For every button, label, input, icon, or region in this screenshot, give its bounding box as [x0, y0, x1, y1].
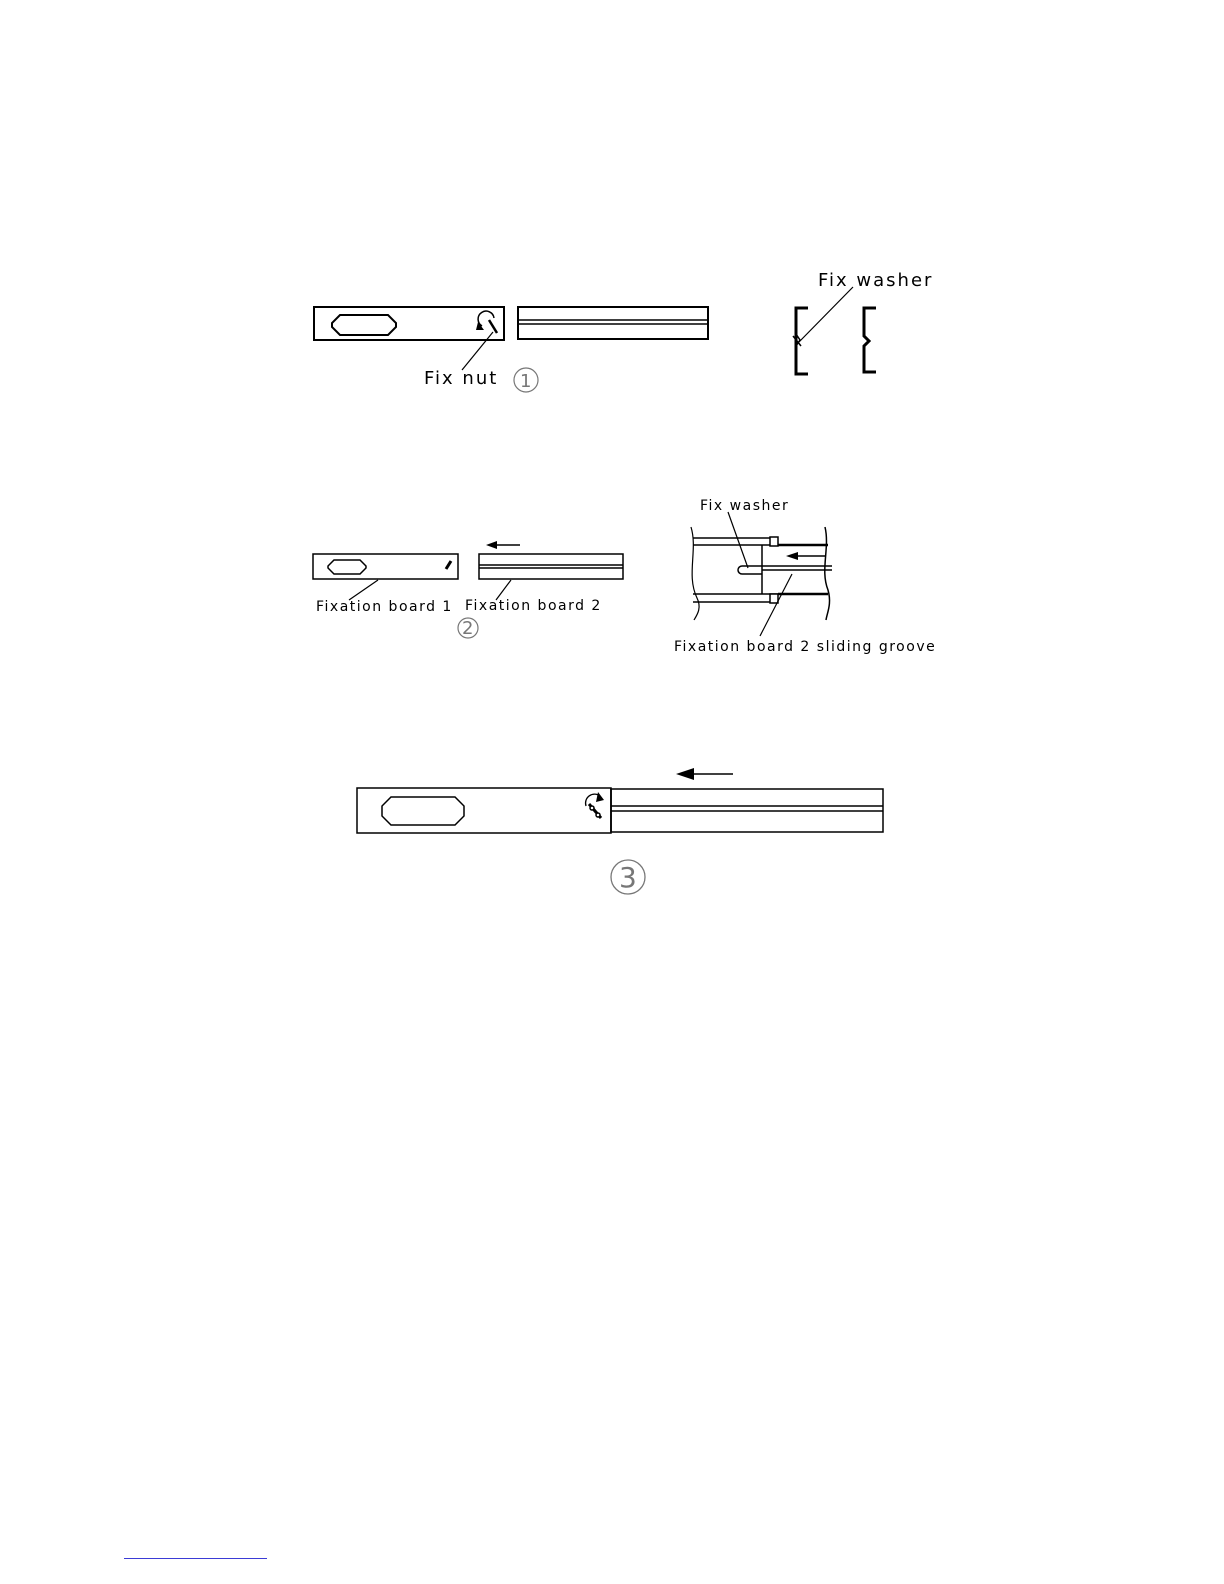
fig3-board1-slot: [382, 797, 464, 825]
fig1-washer-profile-right: [864, 308, 876, 372]
figure-2: [313, 512, 832, 638]
fig2-board1-slot: [328, 560, 366, 574]
fig2-fixation-board-1: [313, 554, 458, 579]
fig1-board1-slot: [332, 315, 396, 335]
fig2-fix-nut-icon: [446, 561, 451, 569]
fig1-fix-washer-leader: [799, 287, 853, 342]
footer-rule: [124, 1558, 267, 1559]
fig1-step-number: 1: [520, 371, 532, 392]
fig2-fixation-board-2: [479, 554, 623, 579]
figure-1: [314, 287, 876, 392]
fig2-sliding-groove-label: Fixation board 2 sliding groove: [674, 639, 937, 655]
fig2-detail-view: [691, 512, 832, 636]
fig3-step-number: 3: [619, 861, 637, 894]
fig3-fix-nut-icon: [586, 792, 604, 818]
fig1-fixation-board-2: [518, 307, 708, 339]
fig1-fix-nut-icon: [476, 311, 497, 333]
fig3-fixation-board-1: [357, 788, 611, 833]
fig2-step-number: 2: [462, 618, 474, 639]
fig1-fix-washer-label: Fix washer: [818, 270, 934, 291]
fig2-board2-label: Fixation board 2: [465, 598, 602, 614]
fig2-board1-label: Fixation board 1: [316, 599, 453, 615]
fig2-fix-washer-label: Fix washer: [700, 498, 790, 514]
fig1-fix-nut-leader: [462, 332, 493, 370]
fig1-fix-nut-label: Fix nut: [424, 368, 499, 389]
